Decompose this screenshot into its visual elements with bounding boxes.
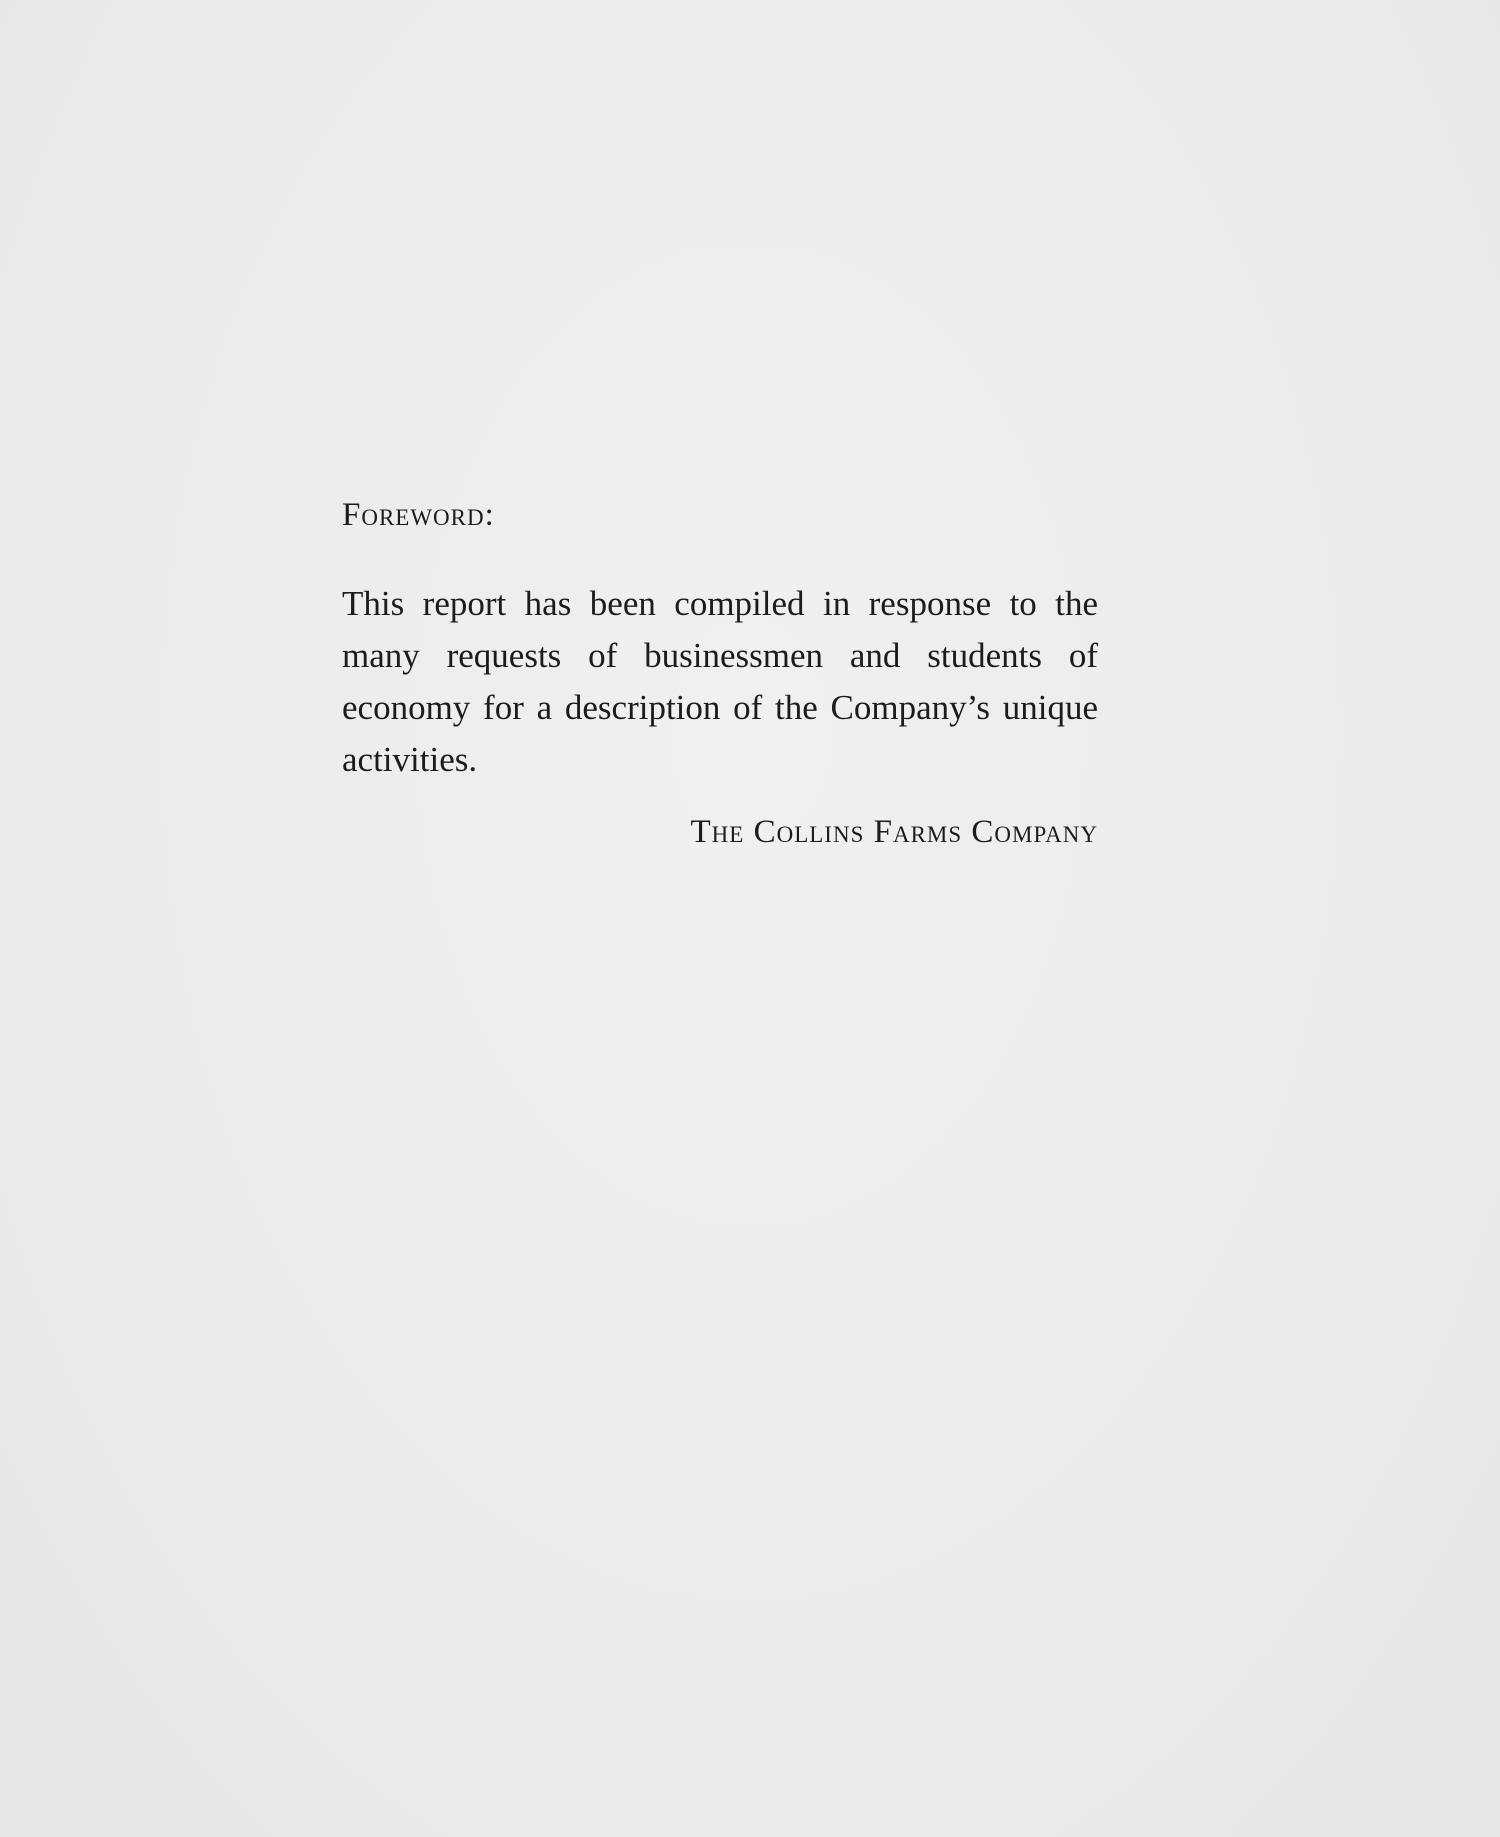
company-signature: The Collins Farms Company (690, 814, 1098, 850)
foreword-heading: Foreword: (342, 497, 495, 533)
foreword-body: This report has been compiled in response to the many requests of businessmen and students of economy for a description of the Company’s unique activities. (342, 584, 1098, 779)
foreword-section (342, 497, 1098, 851)
